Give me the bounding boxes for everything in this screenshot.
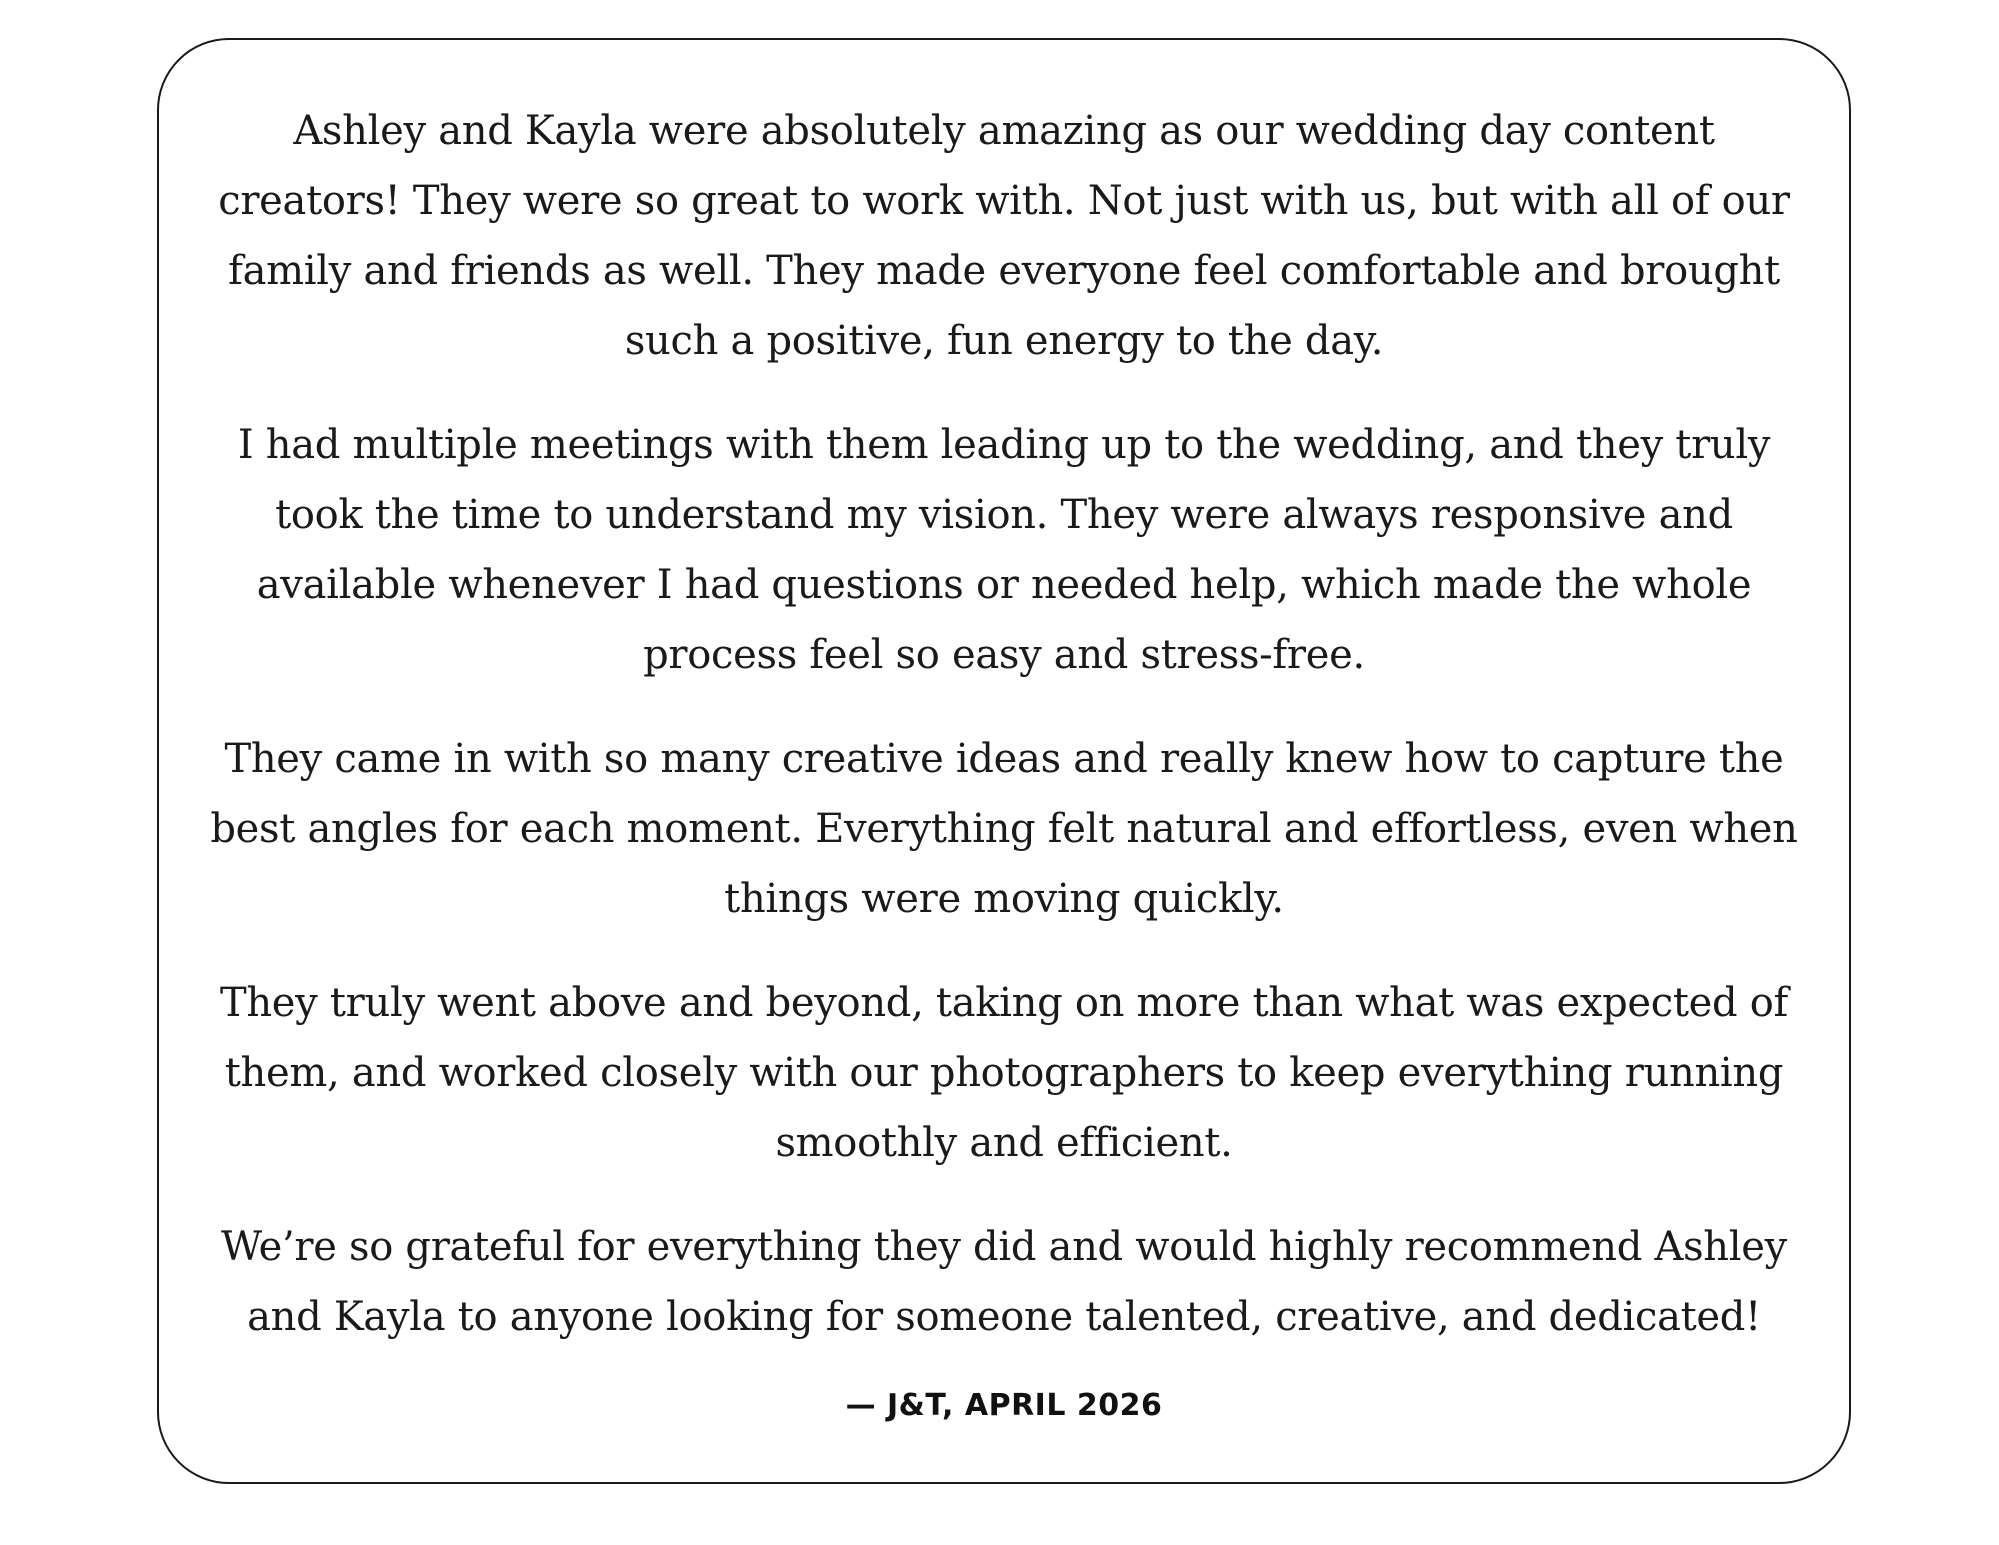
- testimonial-signature: — J&T, APRIL 2026: [845, 1388, 1163, 1423]
- testimonial-paragraph-4: They truly went above and beyond, taking on more than what was expected of them, and worked closely with our photographers to keep everything running smoothly and efficient.: [219, 980, 1789, 1166]
- testimonial-paragraph-5: We’re so grateful for everything they did and would highly recommend Ashley and Kayla to anyone looking for someone talented, creative, and dedicated!: [221, 1224, 1787, 1340]
- testimonial-paragraph-2: I had multiple meetings with them leading up to the wedding, and they truly took the time to understand my vision. They were always responsive and available whenever I had questions or needed help, which made the whole process feel so easy and stress-free.: [237, 422, 1771, 678]
- testimonial-paragraph-1: Ashley and Kayla were absolutely amazing as our wedding day content creators! They were so great to work with. Not just with us, but with all of our family and friends as well. They made everyone feel comfortable and brought such a positive, fun energy to the day.: [218, 108, 1790, 364]
- testimonial-card: [157, 38, 1851, 1484]
- testimonial-paragraph-3: They came in with so many creative ideas and really knew how to capture the best angles for each moment. Everything felt natural and effortless, even when things were moving quickly.: [210, 736, 1798, 922]
